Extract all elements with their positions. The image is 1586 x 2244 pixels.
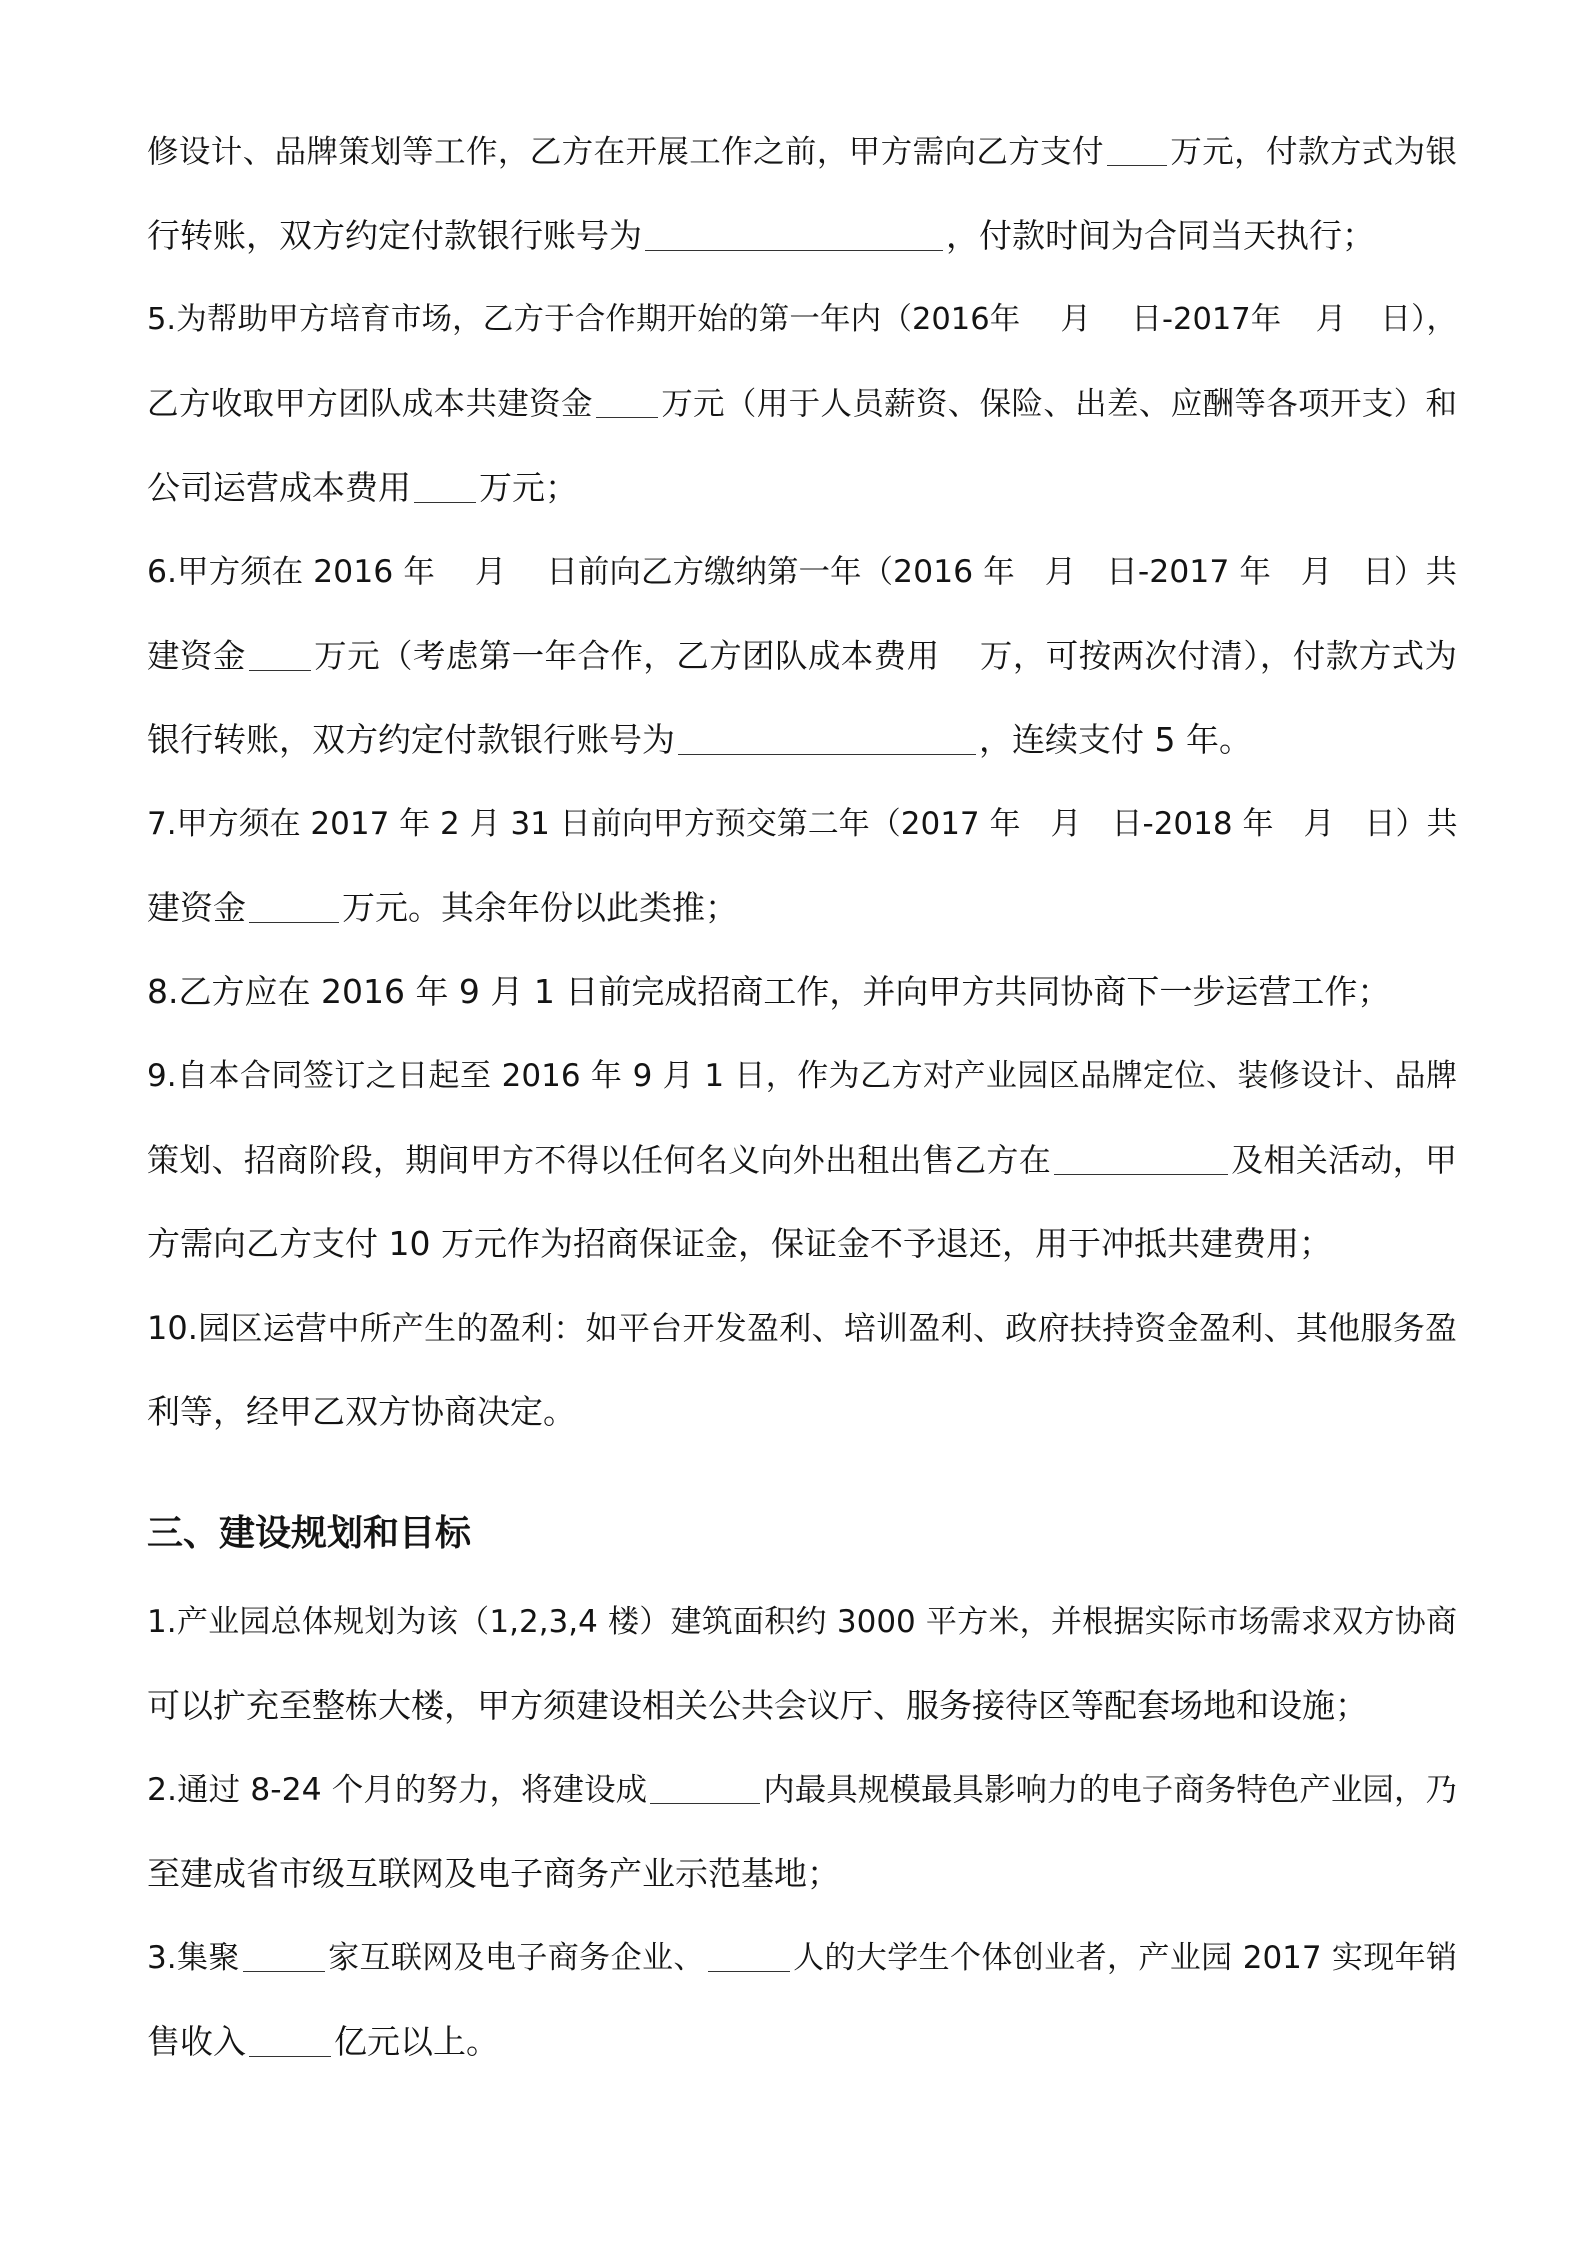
line-text: 日-2017年 (1131, 302, 1282, 337)
line-text: 乙方收取甲方团队成本共建资金 (147, 386, 593, 422)
line-text: 万，可按两次付清），付款方式为 (979, 637, 1457, 675)
fill-blank (249, 2026, 331, 2057)
text-line (147, 1224, 1457, 1264)
line-text: 月 (474, 554, 507, 590)
text-line (147, 1140, 1457, 1180)
line-text: 修设计、品牌策划等工作，乙方在开展工作之前，甲方需向乙方支付 (147, 134, 1104, 170)
fill-blank (249, 892, 339, 923)
line-text: 万元（用于人员薪资、保险、出差、应酬等各项开支）和 (660, 386, 1457, 422)
line-text: 月 (1060, 302, 1092, 337)
fill-blank (645, 220, 943, 251)
section-heading: 三、建设规划和目标 (147, 1513, 472, 1554)
line-text: 月 (1303, 806, 1335, 842)
text-line (147, 1854, 1457, 1894)
line-text: 可以扩充至整栋大楼，甲方须建设相关公共会议厅、服务接待区等配套场地和设施； (147, 1686, 1368, 1725)
fill-blank (1107, 135, 1167, 166)
line-text: 日-2017 年 (1106, 554, 1271, 590)
line-text: 策划、招商阶段，期间甲方不得以任何名义向外出租出售乙方在 (147, 1141, 1051, 1179)
fill-blank (708, 1941, 790, 1972)
text-line (147, 720, 1457, 760)
text-line (147, 552, 1457, 592)
fill-blank (650, 1773, 760, 1804)
line-text: 至建成省市级互联网及电子商务产业示范基地； (147, 1854, 840, 1893)
text-line (147, 1056, 1457, 1096)
line-text: 建资金 (147, 637, 246, 675)
line-text: 月 (1315, 302, 1347, 337)
text-line (147, 1602, 1457, 1642)
line-text: 及相关活动，甲 (1230, 1141, 1457, 1179)
line-text: 月 (1044, 554, 1077, 590)
fill-blank (596, 387, 658, 418)
text-line (147, 468, 1457, 508)
line-text: 日）共 (1364, 806, 1458, 842)
line-text: 10.园区运营中所产生的盈利：如平台开发盈利、培训盈利、政府扶持资金盈利、其他服务盈 (147, 1309, 1457, 1347)
line-text: 日）共 (1362, 554, 1457, 590)
text-line (147, 132, 1457, 172)
text-line (147, 1686, 1457, 1726)
line-text: 利等，经甲乙双方协商决定。 (147, 1392, 576, 1431)
text-line (147, 384, 1457, 424)
line-text: 建资金 (147, 888, 246, 927)
line-text: 家互联网及电子商务企业、 (327, 1940, 705, 1976)
line-text: 售收入 (147, 2022, 246, 2061)
line-text: 万元（考虑第一年合作，乙方团队成本费用 (313, 637, 940, 675)
line-text: 亿元以上。 (334, 2022, 499, 2061)
line-text: 公司运营成本费用 (147, 468, 411, 507)
line-text: ，连续支付 5 年。 (979, 720, 1252, 759)
line-text: ，付款时间为合同当天执行； (946, 216, 1375, 255)
line-text: 月 (1050, 806, 1082, 842)
fill-blank (678, 724, 976, 755)
line-text: 行转账，双方约定付款银行账号为 (147, 216, 642, 255)
line-text: 万元。其余年份以此类推； (342, 888, 738, 927)
line-text: 银行转账，双方约定付款银行账号为 (147, 720, 675, 759)
fill-blank (1054, 1144, 1228, 1175)
line-text: 6.甲方须在 2016 年 (147, 554, 435, 590)
fill-blank (249, 640, 311, 671)
fill-blank (414, 472, 476, 503)
text-line (147, 888, 1457, 928)
line-text: 2.通过 8-24 个月的努力，将建设成 (147, 1772, 648, 1808)
line-text: 3.集聚 (147, 1940, 240, 1976)
line-text: 方需向乙方支付 10 万元作为招商保证金，保证金不予退还，用于冲抵共建费用； (147, 1224, 1332, 1263)
text-line (147, 1770, 1457, 1810)
line-text: 万元； (479, 468, 578, 507)
text-line (147, 1392, 1457, 1432)
line-text: 内最具规模最具影响力的电子商务特色产业园，乃 (763, 1772, 1457, 1808)
text-line (147, 636, 1457, 676)
text-line (147, 972, 1457, 1012)
text-line (147, 1938, 1457, 1978)
text-line (147, 1308, 1457, 1348)
line-text: 日-2018 年 (1111, 806, 1274, 842)
line-text: 7.甲方须在 2017 年 2 月 31 日前向甲方预交第二年（2017 年 (147, 806, 1021, 842)
line-text: 5.为帮助甲方培育市场，乙方于合作期开始的第一年内（2016年 (147, 302, 1021, 337)
line-text: 9.自本合同签订之日起至 2016 年 9 月 1 日，作为乙方对产业园区品牌定位、装修设计、品牌 (147, 1058, 1457, 1094)
text-line (147, 804, 1457, 844)
line-text: 1.产业园总体规划为该（1,2,3,4 楼）建筑面积约 3000 平方米，并根据实际市场需求双方协商 (147, 1604, 1457, 1640)
text-line (147, 216, 1457, 256)
line-text: 日前向乙方缴纳第一年（2016 年 (546, 554, 1015, 590)
fill-blank (243, 1941, 325, 1972)
text-line (147, 2022, 1457, 2062)
line-text: 8.乙方应在 2016 年 9 月 1 日前完成招商工作，并向甲方共同协商下一步运营工作； (147, 972, 1391, 1011)
line-text: 人的大学生个体创业者，产业园 2017 实现年销 (792, 1940, 1458, 1976)
line-text: 日）， (1380, 302, 1457, 337)
line-text: 月 (1300, 554, 1333, 590)
text-line (147, 300, 1457, 340)
line-text: 万元，付款方式为银 (1169, 134, 1457, 170)
